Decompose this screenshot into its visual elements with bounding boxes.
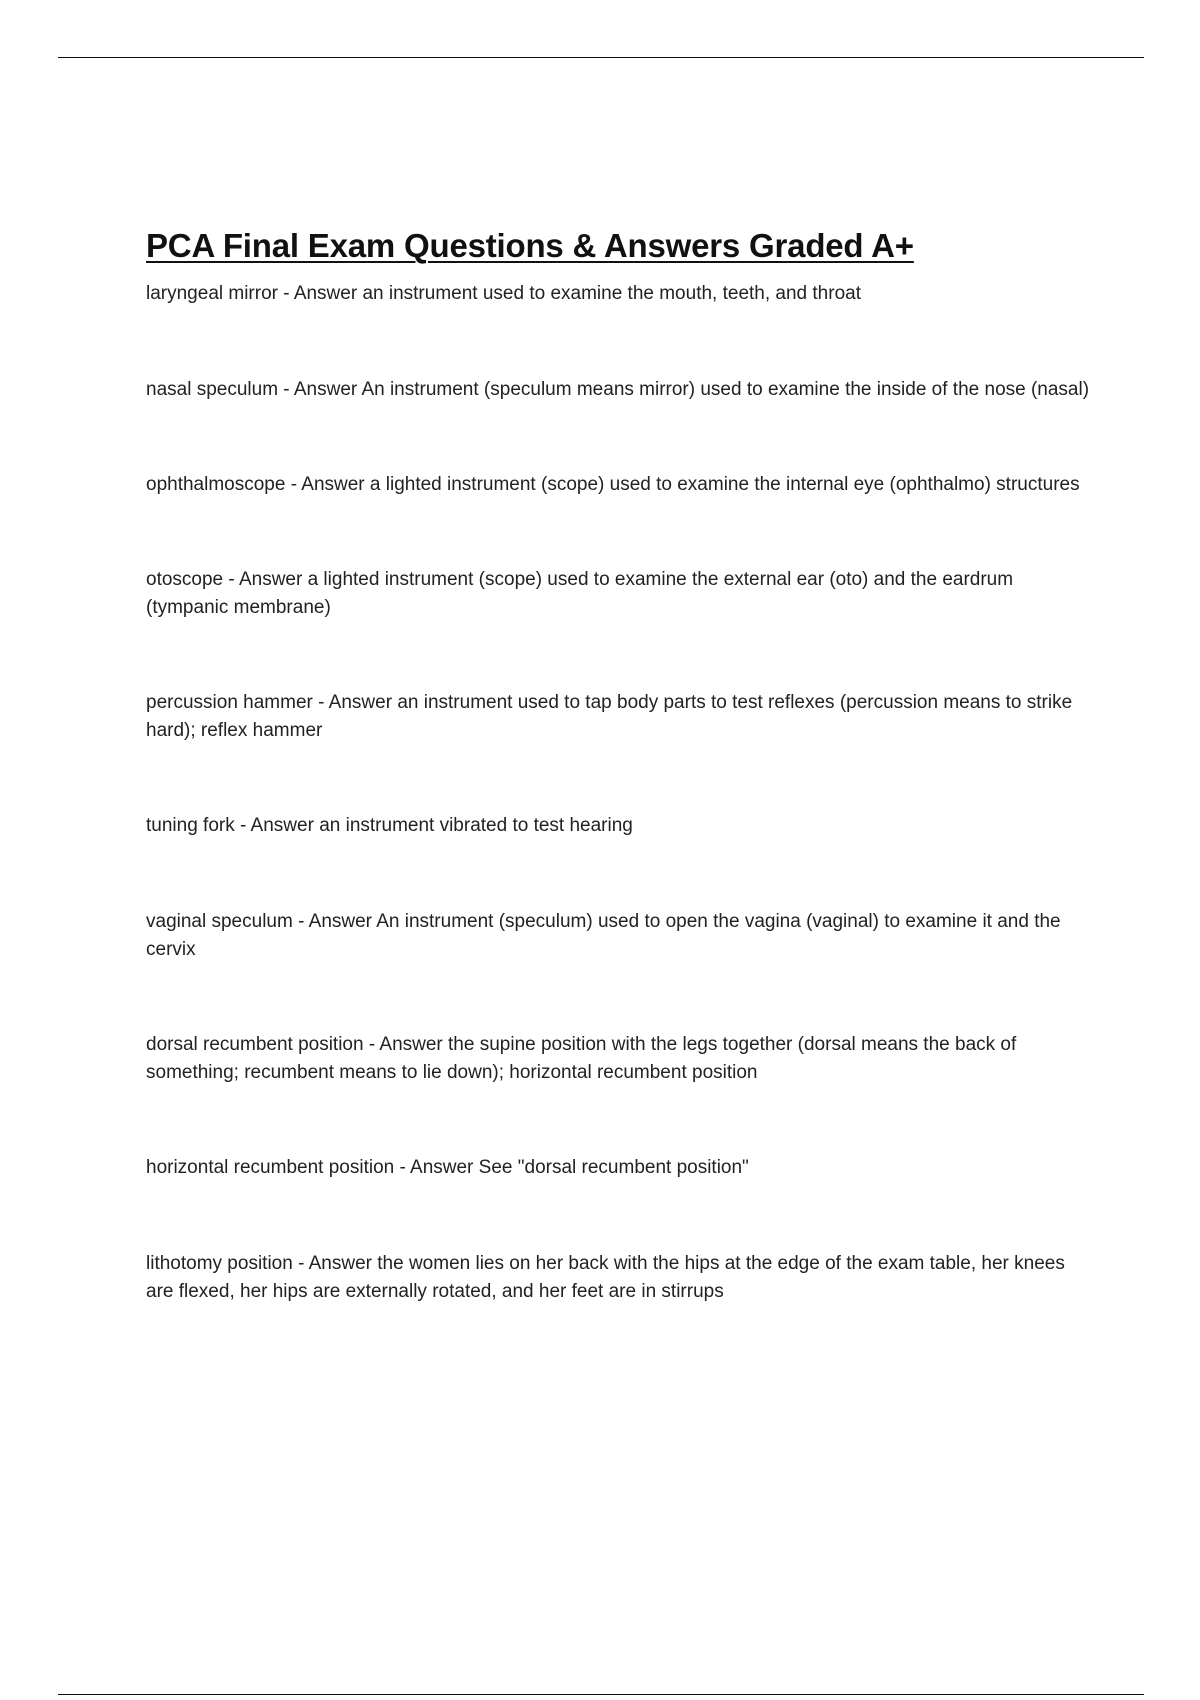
entry-laryngeal-mirror: laryngeal mirror - Answer an instrument used to examine the mouth, teeth, and throat xyxy=(146,282,861,304)
entry-ophthalmoscope: ophthalmoscope - Answer a lighted instrument (scope) used to examine the internal eye (ophthalmo) structures xyxy=(146,473,1080,495)
top-rule xyxy=(58,57,1144,58)
entry-lithotomy-position: lithotomy position - Answer the women lies on her back with the hips at the edge of the exam table, her knees are flexed, her hips are externally rotated, and her feet are in stirrups xyxy=(146,1252,1065,1302)
entry-tuning-fork: tuning fork - Answer an instrument vibrated to test hearing xyxy=(146,814,633,836)
entry-vaginal-speculum: vaginal speculum - Answer An instrument (speculum) used to open the vagina (vaginal) to examine it and the cervix xyxy=(146,910,1061,960)
document-title: PCA Final Exam Questions & Answers Graded A+ xyxy=(146,227,914,264)
entry-dorsal-recumbent-position: dorsal recumbent position - Answer the supine position with the legs together (dorsal means the back of something; recumbent means to lie down); horizontal recumbent position xyxy=(146,1033,1017,1083)
entry-list xyxy=(146,280,1096,1306)
entry-percussion-hammer: percussion hammer - Answer an instrument used to tap body parts to test reflexes (percussion means to strike hard); reflex hammer xyxy=(146,691,1073,741)
entry-otoscope: otoscope - Answer a lighted instrument (scope) used to examine the external ear (oto) and the eardrum (tympanic membrane) xyxy=(146,568,1014,618)
entry-horizontal-recumbent-position: horizontal recumbent position - Answer See "dorsal recumbent position" xyxy=(146,1156,749,1178)
document-body xyxy=(146,226,1096,1373)
entry-nasal-speculum: nasal speculum - Answer An instrument (speculum means mirror) used to examine the inside of the nose (nasal) xyxy=(146,378,1090,400)
bottom-rule xyxy=(58,1694,1144,1695)
